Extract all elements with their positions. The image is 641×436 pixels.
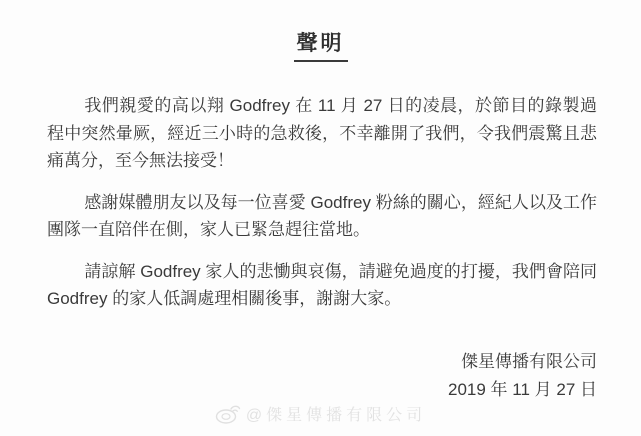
statement-paragraph-2: 感謝媒體朋友以及每一位喜愛 Godfrey 粉絲的關心，經紀人以及工作團隊一直陪伴在側，家人已緊急趕往當地。 xyxy=(47,192,597,239)
document-title: 聲明 xyxy=(294,27,348,62)
weibo-logo-icon xyxy=(215,404,241,424)
title-row xyxy=(0,27,641,62)
signature-company: 傑星傳播有限公司 xyxy=(461,352,597,371)
watermark-text: @傑星傳播有限公司 xyxy=(245,407,427,424)
statement-body xyxy=(47,92,597,313)
signature-date: 2019 年 11 月 27 日 xyxy=(448,380,597,399)
weibo-watermark xyxy=(0,402,641,425)
statement-paragraph-1: 我們親愛的高以翔 Godfrey 在 11 月 27 日的凌晨，於節目的錄製過程中突然暈厥，經近三小時的急救後，不幸離開了我們，令我們震驚且悲痛萬分，至今無法接受！ xyxy=(47,96,597,170)
statement-paragraph-3: 請諒解 Godfrey 家人的悲慟與哀傷，請避免過度的打擾，我們會陪同 Godfrey 的家人低調處理相關後事，謝謝大家。 xyxy=(47,261,597,308)
signature-block xyxy=(448,348,597,404)
